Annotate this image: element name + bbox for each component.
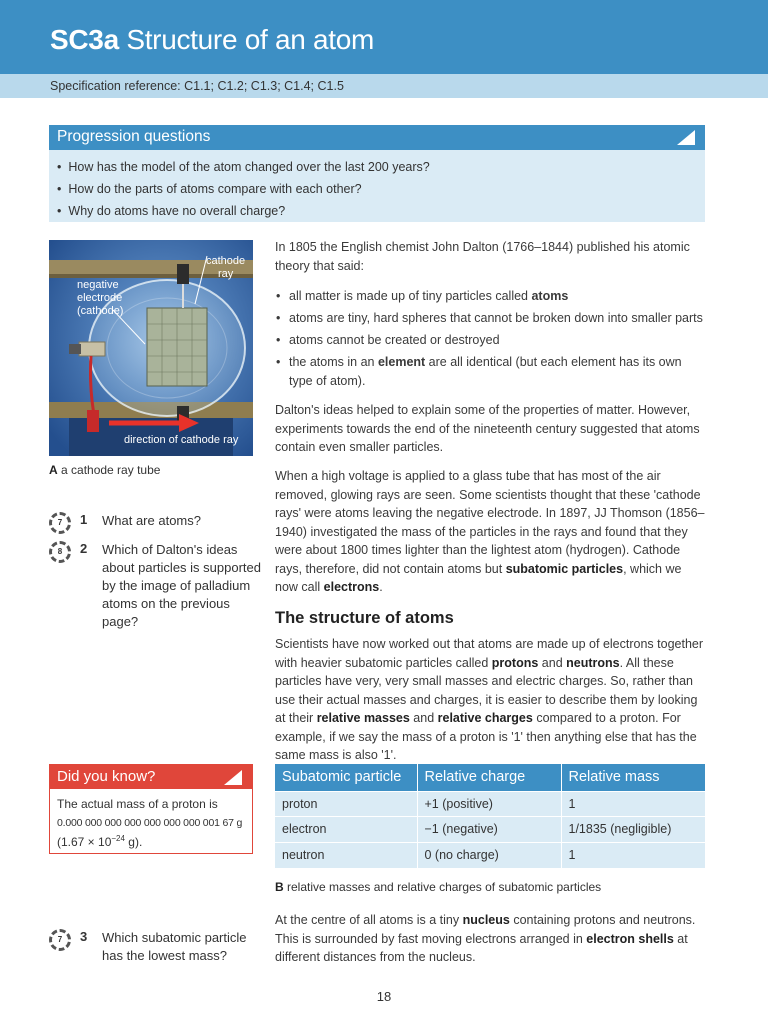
question-number: 3: [80, 929, 88, 944]
proton-mass-scientific: [57, 833, 246, 852]
text-run: are all identical (but each element has its own type of atom).: [289, 355, 682, 388]
exponent: −24: [111, 834, 125, 843]
dalton-ideas-paragraph: Dalton's ideas helped to explain some of the properties of matter. However, experiments towards the end of the nineteenth century suggested that atoms contain even smaller particles.: [275, 403, 700, 454]
column-header: Relative charge: [417, 764, 561, 791]
text-run: the atoms in an: [289, 355, 378, 369]
section-title: Structure of an atom: [126, 24, 375, 55]
progression-questions-header: [49, 125, 705, 150]
text-run: and: [409, 711, 438, 725]
key-term: electron shells: [586, 931, 674, 946]
negative-electrode-label-line: electrode: [77, 292, 123, 304]
figure-a-caption: [49, 463, 160, 477]
key-term: neutrons: [566, 655, 620, 670]
text-run: all matter is made up of tiny particles called: [289, 289, 532, 303]
cathode-ray-label-line: ray: [217, 268, 234, 280]
key-term: electrons: [323, 580, 380, 594]
progression-questions-heading: Progression questions: [57, 128, 211, 145]
dalton-theory-item: [275, 287, 705, 306]
text-run: (1.67 × 10: [57, 835, 112, 849]
fact-line: The actual mass of a proton is: [57, 797, 218, 811]
table-cell: electron: [275, 817, 417, 843]
dalton-theory-item: • atoms are tiny, hard spheres that cannot be broken down into smaller parts: [275, 309, 705, 328]
difficulty-badge-icon: 7: [49, 512, 71, 534]
structure-heading: The structure of atoms: [275, 609, 454, 627]
did-you-know-header: [50, 765, 252, 789]
progression-question: • Why do atoms have no overall charge?: [57, 200, 705, 222]
section-code: SC3a: [50, 24, 119, 55]
subatomic-particles-table: [275, 764, 705, 868]
page-header: [0, 0, 768, 74]
table-row: [275, 791, 705, 817]
page-number: 18: [376, 989, 392, 1004]
key-term: relative masses: [316, 711, 410, 725]
figure-a-caption-text: a cathode ray tube: [61, 463, 161, 477]
table-cell: +1 (positive): [417, 791, 561, 817]
key-term: atoms: [531, 289, 569, 303]
corner-fold-icon: [677, 130, 695, 145]
text-run: When a high voltage is applied to a glass tube that has most of the air removed, glowing rays are seen. Some scientists thought that these 'cathode rays' were atoms leaving the negative electrode. In 1897, JJ Thomson (1856–1940) investigated the mass of the particles in the rays and found that they were about 1800 times lighter than the lightest atom (hydrogen). Cathode rays, therefore, did not contain atoms but: [275, 469, 705, 576]
column-header: Subatomic particle: [275, 764, 417, 791]
negative-electrode-label: [77, 279, 123, 318]
proton-mass-value: 0.000 000 000 000 000 000 000 001 67 g: [57, 817, 243, 829]
figure-b-caption: [275, 880, 601, 894]
figure-a-letter: A: [49, 463, 58, 477]
text-run: and: [538, 655, 567, 670]
key-term: relative charges: [437, 711, 533, 725]
cathode-ray-paragraph: [275, 467, 705, 597]
specification-bar: [0, 74, 768, 98]
text-run: .: [379, 580, 383, 594]
dalton-theory-list: [275, 287, 705, 394]
specification-reference: Specification reference: C1.1; C1.2; C1.3; C1.4; C1.5: [50, 79, 344, 93]
cathode-ray-tube-photo: [49, 240, 253, 456]
text-run: . All these particles have very, very small masses and electric charges. So, rather than use their actual masses and charges, it is easier to describe them by looking at their: [275, 655, 698, 725]
text-run: Scientists have now worked out that atoms are made up of electrons together with heavier subatomic particles called: [275, 637, 704, 670]
text-run: at different distances from the nucleus.: [275, 931, 688, 964]
table-cell: −1 (negative): [417, 817, 561, 843]
question-text: What are atoms?: [102, 513, 201, 528]
question-number: 1: [80, 512, 88, 527]
text-run: containing protons and neutrons. This is surrounded by fast moving electrons arranged in: [275, 913, 696, 946]
negative-electrode-label-line: (cathode): [77, 305, 124, 317]
text-run: compared to a proton. For example, if we say the mass of a proton is '1' then anything else that has the same mass is also '1'.: [275, 711, 697, 762]
page-title: [50, 24, 374, 56]
intro-paragraph: In 1805 the English chemist John Dalton (1766–1844) published his atomic theory that said:: [275, 240, 690, 273]
nucleus-paragraph: [275, 911, 705, 967]
negative-electrode-label-line: negative: [77, 279, 119, 291]
did-you-know-box: [49, 764, 253, 854]
figure-b-caption-text: relative masses and relative charges of subatomic particles: [287, 880, 602, 894]
table-row: [275, 817, 705, 843]
table-cell: 1: [561, 842, 705, 868]
corner-fold-icon: [224, 770, 242, 785]
text-run: g).: [124, 835, 143, 849]
column-header: Relative mass: [561, 764, 705, 791]
table-cell: 0 (no charge): [417, 842, 561, 868]
key-term: element: [377, 355, 426, 369]
figure-b-letter: B: [275, 880, 284, 894]
cathode-ray-label: [206, 255, 245, 281]
cathode-ray-label-line: cathode: [206, 255, 246, 267]
cathode-ray-direction-label: direction of cathode ray: [124, 434, 239, 446]
table-cell: 1/1835 (negligible): [561, 817, 705, 843]
progression-questions-list: [49, 150, 705, 222]
question-text: Which of Dalton's ideas about particles is supported by the image of palladium atoms on the previous page?: [102, 542, 261, 629]
table-cell: proton: [275, 791, 417, 817]
progression-question: • How do the parts of atoms compare with each other?: [57, 178, 705, 200]
progression-questions-box: [49, 125, 705, 222]
dalton-theory-item: • atoms cannot be created or destroyed: [275, 331, 705, 350]
text-run: , which we now call: [275, 561, 682, 594]
difficulty-badge-icon: 8: [49, 541, 71, 563]
question-number: 2: [80, 541, 88, 556]
key-term: protons: [491, 655, 539, 670]
difficulty-badge-icon: 7: [49, 929, 71, 951]
table-row: [275, 842, 705, 868]
question-text: Which subatomic particle has the lowest mass?: [102, 930, 247, 963]
text-run: At the centre of all atoms is a tiny: [275, 913, 463, 927]
table-cell: 1: [561, 791, 705, 817]
table-header-row: [275, 764, 705, 791]
key-term: nucleus: [462, 913, 510, 927]
dalton-theory-item: [275, 353, 705, 390]
did-you-know-text: [50, 789, 252, 852]
table-cell: neutron: [275, 842, 417, 868]
progression-question: • How has the model of the atom changed over the last 200 years?: [57, 156, 705, 178]
key-term: subatomic particles: [505, 561, 624, 576]
structure-paragraph: [275, 635, 705, 765]
did-you-know-heading: Did you know?: [57, 768, 156, 785]
